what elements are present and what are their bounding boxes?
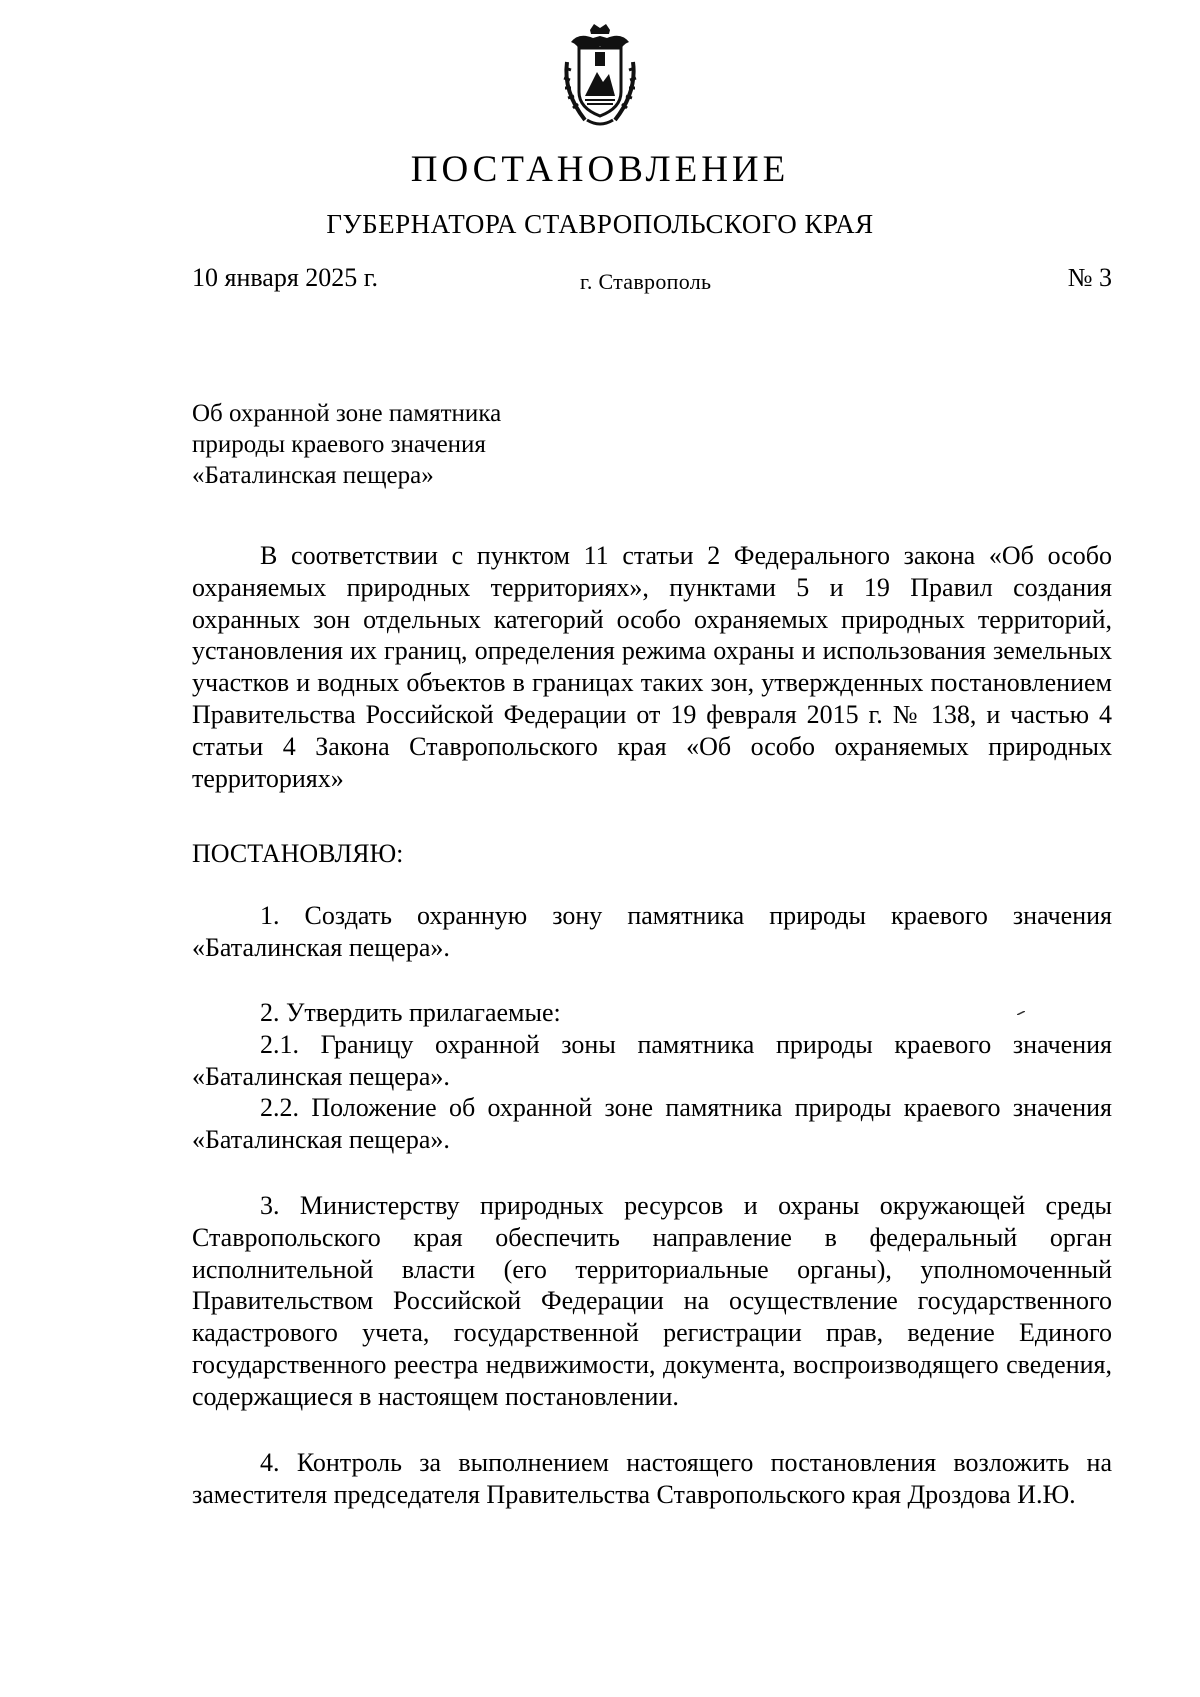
document-title: ПОСТАНОВЛЕНИЕ bbox=[410, 149, 790, 190]
document-date: 10 января 2025 г. bbox=[192, 263, 379, 292]
preamble-section bbox=[192, 540, 1112, 794]
subject-line: Об охранной зоне памятника bbox=[192, 400, 502, 427]
decree-word: ПОСТАНОВЛЯЮ: bbox=[192, 839, 404, 868]
decree-section bbox=[192, 838, 1112, 870]
document-city: г. Ставрополь bbox=[580, 269, 712, 294]
item-1-section bbox=[192, 900, 1112, 964]
preamble-paragraph: В соответствии с пунктом 11 статьи 2 Федерального закона «Об особо охраняемых природных территориях», пунктами 5 и 19 Правил создания охранных зон отдельных категорий особо охраняемых природных территорий, установления их границ, определения режима охраны и использования земельных участков и водных объектов в границах таких зон, утвержденных постановлением Правительства Российской Федерации от 19 февраля 2015 г. № 138, и частью 4 статьи 4 Закона Ставропольского края «Об особо охраняемых природных территориях» bbox=[192, 541, 1112, 793]
subject-line: «Баталинская пещера» bbox=[192, 462, 434, 489]
subject-line: природы краевого значения bbox=[192, 431, 486, 458]
stavropol-coat-of-arms-icon bbox=[557, 22, 643, 130]
item-3-paragraph: 3. Министерству природных ресурсов и охраны окружающей среды Ставропольского края обеспечить направление в федеральный орган исполнительной власти (его территориальные органы), уполномоченный Правительством Российской Федерации на осуществление государственного кадастрового учета, государственной регистрации прав, ведение Единого государственного реестра недвижимости, документа, воспроизводящего сведения, содержащиеся в настоящем постановлении. bbox=[192, 1191, 1112, 1411]
item-1-paragraph: 1. Создать охранную зону памятника природы краевого значения «Баталинская пещера». bbox=[192, 901, 1112, 962]
item-2-section bbox=[192, 997, 1112, 1156]
document-issuer: ГУБЕРНАТОРА СТАВРОПОЛЬСКОГО КРАЯ bbox=[326, 209, 874, 239]
document-subject bbox=[192, 398, 612, 491]
item-2-2-paragraph: 2.2. Положение об охранной зоне памятника природы краевого значения «Баталинская пещера». bbox=[192, 1093, 1112, 1155]
document-number: № 3 bbox=[1067, 263, 1112, 292]
item-2-intro: 2. Утвердить прилагаемые: bbox=[260, 998, 561, 1027]
item-3-section bbox=[192, 1190, 1112, 1413]
item-4-paragraph: 4. Контроль за выполнением настоящего постановления возложить на заместителя председателя Правительства Ставропольского края Дроздова И.Ю. bbox=[192, 1448, 1112, 1509]
item-4-section bbox=[192, 1447, 1112, 1511]
item-2-1-paragraph: 2.1. Границу охранной зоны памятника природы краевого значения «Баталинская пещера». bbox=[192, 1029, 1112, 1091]
pen-mark bbox=[1017, 1011, 1025, 1015]
